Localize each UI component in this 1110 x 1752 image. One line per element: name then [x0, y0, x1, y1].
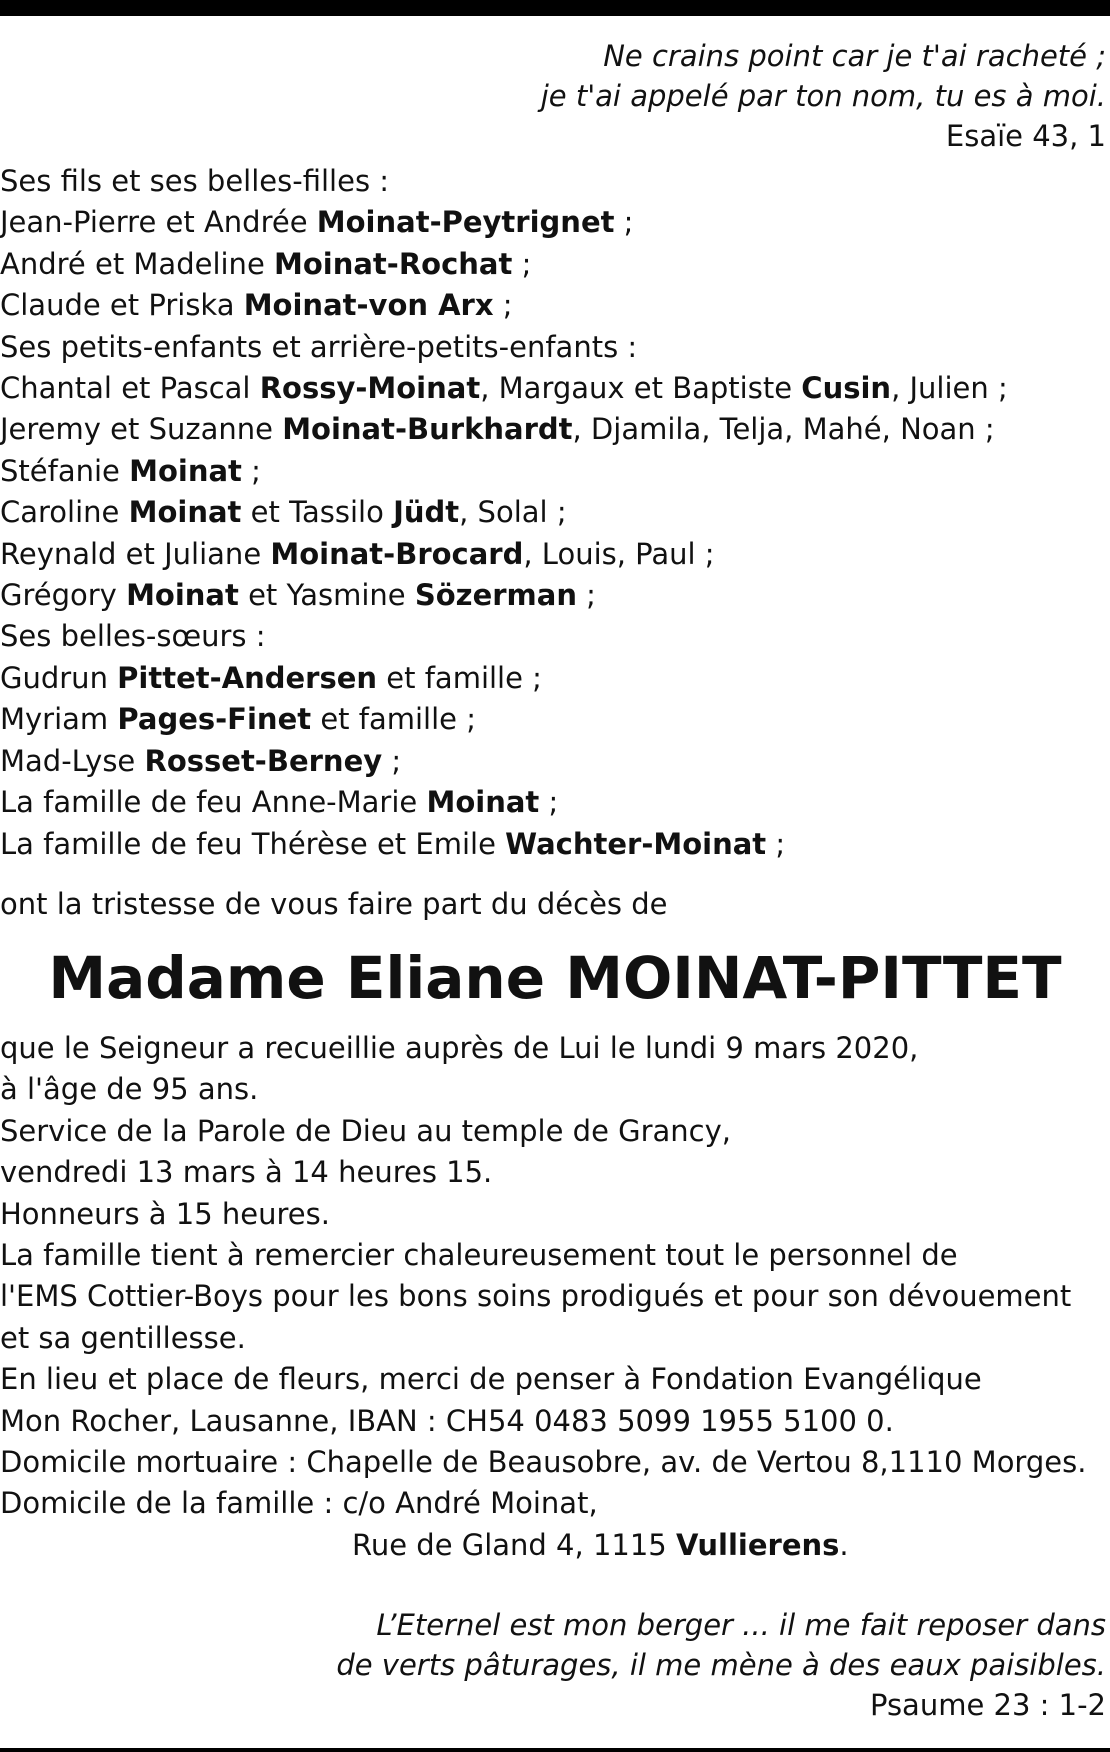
text: et Yasmine [238, 578, 415, 613]
family-line [0, 451, 1008, 492]
text: ; [576, 578, 596, 613]
verse-line-2: je t'ai appelé par ton nom, tu es à moi. [540, 79, 1106, 113]
family-line [0, 327, 1008, 368]
family-line [0, 658, 1008, 699]
text: Reynald et Juliane [0, 536, 271, 571]
surname: Rossy-Moinat [259, 371, 481, 406]
text: Mad-Lyse [0, 743, 145, 778]
detail-line: que le Seigneur a recueillie auprès de Lui le lundi 9 mars 2020, [0, 1031, 919, 1065]
surname: Moinat-von Arx [243, 288, 494, 323]
surname: Cusin [801, 371, 892, 406]
text: Grégory [0, 578, 127, 613]
surname: Moinat [426, 785, 540, 820]
detail-line: vendredi 13 mars à 14 heures 15. [0, 1155, 493, 1190]
family-line [0, 782, 1008, 823]
family-line [0, 202, 1008, 243]
surname: Rosset-Berney [144, 743, 383, 778]
family-list [0, 161, 1008, 865]
text: ; [493, 288, 513, 323]
surname: Moinat [129, 453, 242, 488]
deceased-name: Madame Eliane MOINAT-PITTET [48, 944, 1062, 1012]
text: ; [382, 743, 402, 778]
bottom-rule [0, 1748, 1110, 1752]
text: . [839, 1527, 849, 1562]
detail-line: à l'âge de 95 ans. [0, 1072, 259, 1107]
family-line [0, 409, 1008, 450]
text: , Margaux et Baptiste [480, 371, 802, 406]
announcement-intro: ont la tristesse de vous faire part du décès de [0, 887, 668, 921]
text: , Julien ; [891, 371, 1008, 406]
surname: Pages-Finet [117, 702, 312, 737]
surname: Jüdt [393, 495, 460, 530]
detail-line: Service de la Parole de Dieu au temple de Grancy, [0, 1113, 732, 1148]
text: ; [614, 205, 634, 240]
text: , Djamila, Telja, Mahé, Noan ; [572, 412, 995, 447]
family-line [0, 492, 1008, 533]
opening-verse [541, 36, 1106, 156]
family-line [0, 575, 1008, 616]
verse-line-2: de verts pâturages, il me mène à des eaux paisibles. [336, 1648, 1106, 1682]
verse-line-1: L’Eternel est mon berger ... il me fait reposer dans [376, 1608, 1106, 1642]
text: , Solal ; [459, 495, 567, 530]
text: André et Madeline [0, 246, 274, 281]
surname: Wachter-Moinat [505, 826, 767, 861]
group-heading: Ses belles-sœurs : [0, 619, 266, 654]
detail-line: En lieu et place de fleurs, merci de penser à Fondation Evangélique [0, 1362, 982, 1397]
family-line [0, 741, 1008, 782]
family-address-line [0, 1525, 1086, 1566]
detail-line: Domicile de la famille : c/o André Moinat, [0, 1486, 598, 1521]
text: Caroline [0, 495, 129, 530]
text: et Tassilo [241, 495, 394, 530]
text: et famille ; [377, 660, 542, 695]
surname: Moinat-Burkhardt [282, 412, 573, 447]
family-line [0, 161, 1008, 202]
family-line [0, 534, 1008, 575]
text: La famille de feu Anne-Marie [0, 785, 427, 820]
surname: Pittet-Andersen [117, 660, 378, 695]
family-line [0, 616, 1008, 657]
text: , Louis, Paul ; [523, 536, 715, 571]
verse-reference: Esaïe 43, 1 [945, 119, 1106, 153]
text: ; [512, 246, 532, 281]
text: Gudrun [0, 660, 118, 695]
surname: Moinat [128, 495, 242, 530]
town: Vullierens [675, 1527, 840, 1562]
detail-line: Honneurs à 15 heures. [0, 1196, 330, 1231]
surname: Moinat-Rochat [274, 246, 513, 281]
closing-verse [336, 1605, 1106, 1725]
text: ; [766, 826, 786, 861]
text: et famille ; [311, 702, 476, 737]
text: Rue de Gland 4, 1115 [352, 1527, 676, 1562]
surname: Moinat-Peytrignet [316, 205, 615, 240]
detail-line: Domicile mortuaire : Chapelle de Beausobre, av. de Vertou 8,1110 Morges. [0, 1445, 1087, 1480]
text: Chantal et Pascal [0, 371, 260, 406]
family-line [0, 699, 1008, 740]
text: Stéfanie [0, 453, 130, 488]
top-rule [0, 0, 1110, 16]
text: ; [241, 453, 261, 488]
family-line [0, 824, 1008, 865]
group-heading: Ses petits-enfants et arrière-petits-enfants : [0, 329, 638, 364]
text: Jeremy et Suzanne [0, 412, 283, 447]
detail-line: l'EMS Cottier-Boys pour les bons soins prodigués et pour son dévouement [0, 1279, 1072, 1314]
text: ; [539, 785, 559, 820]
detail-line: Mon Rocher, Lausanne, IBAN : CH54 0483 5099 1955 5100 0. [0, 1403, 894, 1438]
verse-reference: Psaume 23 : 1-2 [869, 1688, 1106, 1722]
obituary-details [0, 1028, 1086, 1566]
surname: Sözerman [414, 578, 577, 613]
text: La famille de feu Thérèse et Emile [0, 826, 506, 861]
surname: Moinat [126, 578, 239, 613]
family-line [0, 285, 1008, 326]
group-heading: Ses fils et ses belles-filles : [0, 164, 390, 198]
text: Claude et Priska [0, 288, 244, 323]
detail-line: et sa gentillesse. [0, 1320, 246, 1355]
text: Jean-Pierre et Andrée [0, 205, 317, 240]
family-line [0, 368, 1008, 409]
detail-line: La famille tient à remercier chaleureusement tout le personnel de [0, 1238, 958, 1273]
surname: Moinat-Brocard [270, 536, 524, 571]
text: Myriam [0, 702, 118, 737]
verse-line-1: Ne crains point car je t'ai racheté ; [603, 39, 1106, 73]
family-line [0, 244, 1008, 285]
